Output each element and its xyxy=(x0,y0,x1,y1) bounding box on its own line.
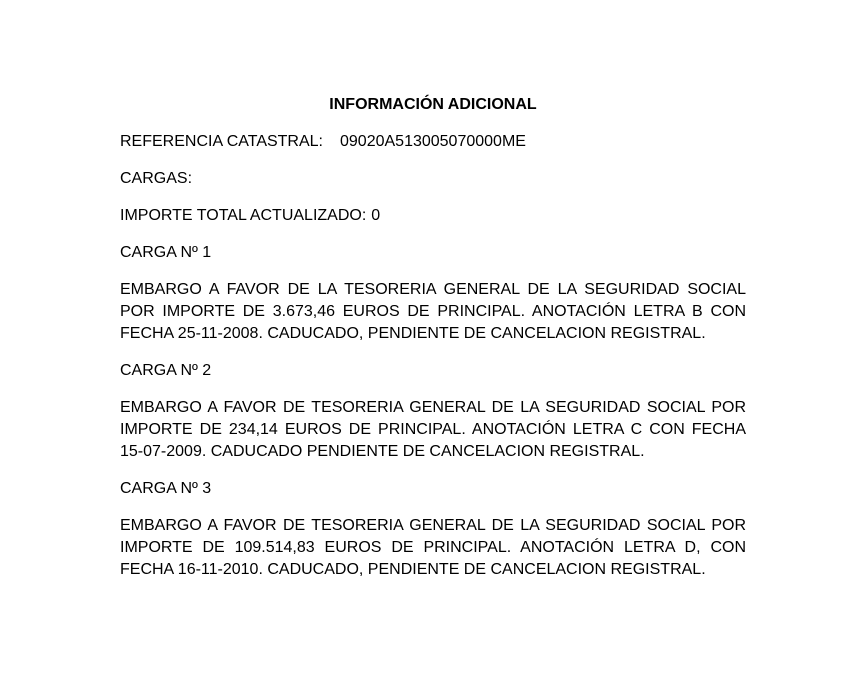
carga-1-line-2: POR IMPORTE DE 3.673,46 EUROS DE PRINCIPAL. ANOTACIÓN LETRA B CON xyxy=(120,303,746,320)
referencia-catastral-row xyxy=(120,131,746,153)
carga-3-description xyxy=(120,515,746,581)
carga-3-line-2: IMPORTE DE 109.514,83 EUROS DE PRINCIPAL. ANOTACIÓN LETRA D, CON xyxy=(120,539,746,556)
carga-2-line-3: 15-07-2009. CADUCADO PENDIENTE DE CANCELACION REGISTRAL. xyxy=(120,443,645,460)
importe-total-label: IMPORTE TOTAL ACTUALIZADO: xyxy=(120,207,367,224)
carga-3-heading: CARGA Nº 3 xyxy=(120,480,212,497)
carga-2-line-2: IMPORTE DE 234,14 EUROS DE PRINCIPAL. ANOTACIÓN LETRA C CON FECHA xyxy=(120,421,746,438)
cargas-section-label: CARGAS: xyxy=(120,170,193,187)
carga-2-description xyxy=(120,397,746,463)
referencia-catastral-value: 09020A513005070000ME xyxy=(340,133,526,150)
document-title: INFORMACIÓN ADICIONAL xyxy=(329,96,537,113)
carga-2-heading: CARGA Nº 2 xyxy=(120,362,212,379)
carga-1-line-3: FECHA 25-11-2008. CADUCADO, PENDIENTE DE CANCELACION REGISTRAL. xyxy=(120,325,706,342)
informacion-adicional-document xyxy=(120,94,746,596)
carga-3-line-3: FECHA 16-11-2010. CADUCADO, PENDIENTE DE CANCELACION REGISTRAL. xyxy=(120,561,706,578)
carga-2-line-1: EMBARGO A FAVOR DE TESORERIA GENERAL DE LA SEGURIDAD SOCIAL POR xyxy=(120,399,746,416)
carga-1-description xyxy=(120,279,746,345)
importe-total-row xyxy=(120,205,746,227)
carga-1-line-1: EMBARGO A FAVOR DE LA TESORERIA GENERAL DE LA SEGURIDAD SOCIAL xyxy=(120,281,746,298)
importe-total-value: 0 xyxy=(371,207,381,224)
carga-3-line-1: EMBARGO A FAVOR DE TESORERIA GENERAL DE LA SEGURIDAD SOCIAL POR xyxy=(120,517,746,534)
carga-1-heading: CARGA Nº 1 xyxy=(120,244,212,261)
referencia-catastral-label: REFERENCIA CATASTRAL: xyxy=(120,133,323,150)
